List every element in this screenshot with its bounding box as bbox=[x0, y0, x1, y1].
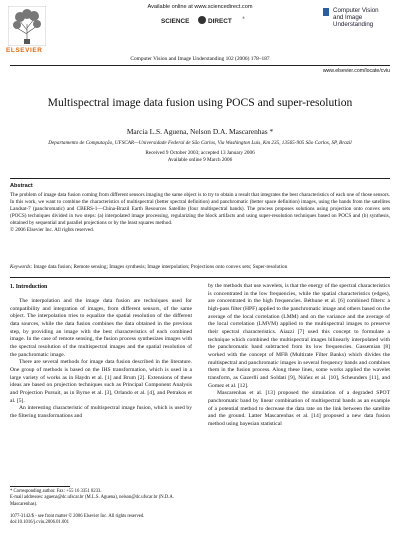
sciencedirect-logo-mark bbox=[198, 16, 206, 24]
footnote bbox=[10, 489, 192, 508]
body-paragraph: by the methods that use wavelets, is that the energy of the spectral characteristics is concentrated in the low frequencies, while the spatial characteristics (edges), are concentrated in the high frequencies. Béthune et al. [6] combined filters: a high-pass filter (HPF) applied to the panchromatic image and others based on the average of the local correlation (LMM) and on the variance and the average of the local correlation (LMVM) applied to the multispectral images to preserve their spectral characteristics. Aiazzi [7] used this concept to formulate a technique which combined the multispectral images bilinearly interpolated with the panchromatic band subtracted from its low frequencies. Gassemian [8] worked with the concept of MFB (Multirate Filter Banks) which divides the multispectral and panchromatic images in several frequency bands and combines them in the fusion process. Along these lines, some works applied the wavelet transform, as Gazerlli and Soldati [9], Núñez et al. [10], Scheunders [11], and Gomez et al. [12]. bbox=[208, 283, 390, 389]
keywords-list: Image data fusion; Remote sensing; Images synthesis; Image interpolation; Projections onto convex sets; Super-resolution bbox=[33, 264, 288, 270]
abstract-copyright: © 2006 Elsevier Inc. All rights reserved. bbox=[10, 226, 95, 233]
body-column-right bbox=[208, 283, 390, 428]
publisher-name: ELSEVIER bbox=[6, 47, 43, 54]
journal-url[interactable]: www.elsevier.com/locate/cviu bbox=[322, 68, 390, 74]
journal-name bbox=[333, 7, 379, 29]
footer-issn: 1077-3142/$ - see front matter © 2006 Elsevier Inc. All rights reserved. bbox=[10, 514, 145, 519]
svg-text:®: ® bbox=[242, 16, 245, 20]
sciencedirect-logo bbox=[150, 14, 250, 26]
keywords bbox=[10, 264, 390, 271]
abstract-heading: Abstract bbox=[10, 183, 33, 189]
journal-name-line: and Image bbox=[333, 14, 363, 22]
keywords-label: Keywords: bbox=[10, 264, 33, 270]
abstract-text: The problem of image data fusion coming from different sensors imaging the same object is to try to obtain a result that integrates the best characteristics of each one of those sensors. In this work, we want to combine the characteristics of multispectral (better spectral definition) and panchromatic (better space definition) images, using the bands from the satellites Landsat-7 (panchromatic) and CBERS-1—China-Brazil Earth Resources Satellite (four multispectral bands). The process proposes solutions using projection onto convex sets (POCS) techniques divided in two steps: (a) interpolated image processing, regularizing the block artifacts and using super-resolution techniques based on POCS and (b) synthesis, obtained by sequential and parallel projections or by the least squares method. bbox=[10, 192, 390, 226]
page-footer bbox=[10, 514, 192, 527]
article-authors: Marcia L.S. Aguena, Nelson D.A. Mascarenhas * bbox=[126, 127, 274, 136]
footer-doi[interactable]: doi:10.1016/j.cviu.2006.01.001 bbox=[10, 520, 69, 526]
section-heading-introduction: 1. Introduction bbox=[10, 284, 48, 290]
elsevier-tree-logo bbox=[8, 6, 46, 46]
journal-name-line: Computer Vision bbox=[333, 7, 379, 14]
journal-name-line: Understanding bbox=[333, 21, 374, 29]
sciencedirect-logo-right-text: DIRECT bbox=[208, 18, 232, 25]
article-dates bbox=[0, 150, 400, 164]
sciencedirect-logo-left-text: SCIENCE bbox=[161, 18, 190, 25]
abstract-top-rule bbox=[10, 178, 390, 179]
header-rule bbox=[10, 65, 390, 66]
footnote-corresponding: * Corresponding author. Fax: +55 16 3351 8233. bbox=[10, 489, 102, 494]
journal-cover-icon bbox=[323, 8, 329, 16]
journal-citation: Computer Vision and Image Understanding 102 (2006) 178–187 bbox=[130, 56, 270, 62]
footnote-rule bbox=[10, 486, 70, 487]
available-date: Available online 9 March 2006 bbox=[167, 157, 233, 163]
abstract-body bbox=[10, 192, 390, 233]
abstract-bottom-rule bbox=[10, 277, 390, 278]
received-date: Received 9 October 2003; accepted 13 January 2006 bbox=[145, 150, 255, 156]
author-affiliation: Departamento de Computação, UFSCAR—Universidade Federal de São Carlos, Via Washington Luis, Km 235, 13565-905 São Carlos, SP, Brazil bbox=[48, 140, 352, 146]
available-online-text: Available online at www.sciencedirect.com bbox=[147, 4, 253, 10]
body-paragraph: An interesting characteristic of multispectral image fusion, which is used by the filtering transformations and bbox=[10, 405, 192, 419]
body-paragraph: Mascarenhas et al. [13] proposed the simulation of a degraded SPOT panchromatic band by linear combination of multispectral bands as an example of a potential method to decrease the data rate on the link between the satellite and the ground. Latter Mascarenhas et al. [14] proposed a new data fusion method using bayesian statistical bbox=[208, 390, 390, 427]
body-paragraph: There are several methods for image data fusion described in the literature. One group of methods is based on the IHS transformation, which is used in a large variety of works as in Haydn et al. [1] and Brum [2]. Extensions of these ideas are based on projection techniques such as Principal Component Analysis and Projection Pursuit, as in Byrne et al. [3], Orlando et al. [4], and Petrakos et al. [5]. bbox=[10, 359, 192, 404]
footnote-emails[interactable]: E-mail addresses: aguena@dc.ufscar.br (M.L.S. Aguena), nelson@dc.ufscar.br (N.D.A. Mascarenhas). bbox=[10, 495, 174, 507]
article-title: Multispectral image data fusion using POCS and super-resolution bbox=[47, 96, 353, 109]
body-column-left bbox=[10, 298, 192, 421]
body-paragraph: The interpolation and the image data fusion are techniques used for compatibility and integration of images, from different sensors, of the same object. The interpolation tries to equalize the spatial resolution of the different data sources, while the data fusion combines the data obtained in the previous step, by providing an image with the best characteristics of each combined image. In the case of remote sensing, the fusion process synthesizes images with the spectral resolution of the multispectral images and the spatial resolution of the panchromatic image. bbox=[10, 298, 192, 358]
